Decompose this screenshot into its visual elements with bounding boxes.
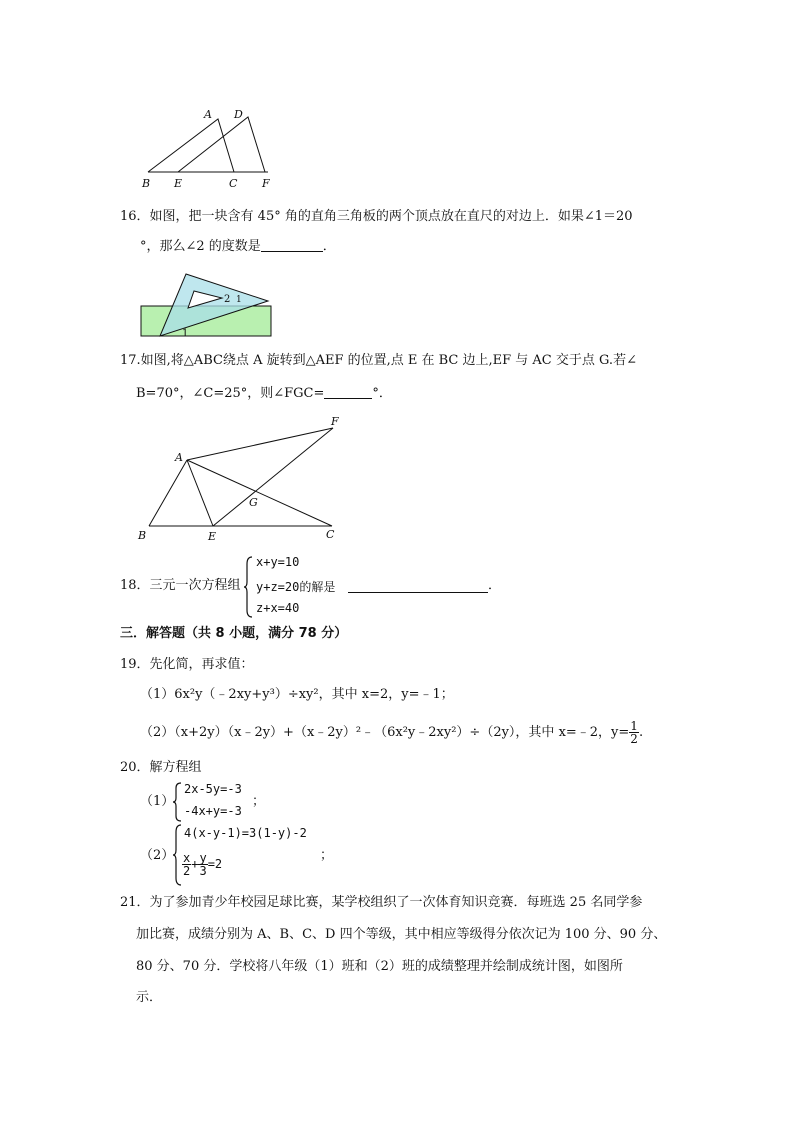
q20-frac-3: 3 <box>199 864 207 878</box>
q20-part2-eq1: 4(x-y-1)=3(1-y)-2 <box>184 826 307 840</box>
fig15-label-d: D <box>234 108 243 121</box>
fig15-label-b: B <box>142 177 151 190</box>
fig16-label-1a: 1 <box>236 295 242 305</box>
fig15-label-f: F <box>262 177 270 190</box>
q20-part2-end: ； <box>320 848 334 863</box>
q19-head: 19．先化简，再求值： <box>120 657 254 672</box>
q18-prefix: 18．三元一次方程组 <box>120 578 241 593</box>
fig16-label-2: 2 <box>224 294 231 305</box>
q17-answer-blank[interactable] <box>324 384 372 399</box>
q20-frac-y-over-3 <box>198 852 207 877</box>
q16-line2-text: °，那么∠2 的度数是 <box>140 239 261 254</box>
fig16-label-1b: 1 <box>182 328 189 339</box>
q18-eq2: y+z=20的解是 <box>256 580 336 594</box>
q20-part1-end: ； <box>252 794 266 809</box>
q21-line2: 加比赛，成绩分别为 A、B、C、D 四个等级，其中相应等级得分依次记为 100 分、90 分、 <box>136 927 667 942</box>
q20-part2-brace <box>172 824 182 890</box>
q19-part2-text: （2）（x+2y）（x﹣2y）+（x﹣2y）²﹣（6x²y﹣2xy²）÷（2y），其中 x=﹣2，y= <box>140 725 630 740</box>
q20-rhs: =2 <box>207 857 223 871</box>
fig17-label-a: A <box>175 451 183 464</box>
q21-line4: 示． <box>136 990 163 1005</box>
q20-frac-x: x <box>183 851 191 865</box>
q18-suffix: ． <box>488 578 502 593</box>
q20-head: 20．解方程组 <box>120 760 202 775</box>
q20-part1-eq1: 2x-5y=-3 <box>184 782 242 796</box>
figure-q16-ruler-triangle <box>138 270 274 340</box>
fig15-label-a: A <box>204 108 212 121</box>
fig17-label-e: E <box>208 530 217 543</box>
q19-frac-den: 2 <box>630 732 638 746</box>
q18-answer-blank[interactable] <box>348 578 488 593</box>
figure-q15-triangles <box>138 104 278 194</box>
q17-line2-end: °． <box>372 386 392 401</box>
q16-line2-end: ． <box>322 239 336 254</box>
q19-part2 <box>140 720 643 745</box>
fig17-label-c: C <box>326 528 335 541</box>
q20-part1-eq2: -4x+y=-3 <box>184 804 242 818</box>
q20-part2-label: （2） <box>140 848 175 863</box>
q19-part1: （1）6x²y（﹣2xy+y³）÷xy²，其中 x=2，y=﹣1； <box>140 687 454 702</box>
fig17-label-f: F <box>331 415 339 428</box>
q20-part1-label: （1） <box>140 794 175 809</box>
q21-line3: 80 分、70 分．学校将八年级（1）班和（2）班的成绩整理并绘制成统计图，如图所 <box>136 959 623 974</box>
q17-line2-text: B=70°，∠C=25°，则∠FGC= <box>136 386 325 401</box>
q20-frac-y: y <box>199 851 207 865</box>
q17-line2 <box>136 384 392 404</box>
figure-q17-rotation <box>135 414 345 544</box>
q19-fraction-half <box>629 720 639 745</box>
q20-frac-x-over-2 <box>182 852 191 877</box>
q21-line1: 21．为了参加青少年校园足球比赛，某学校组织了一次体育知识竞赛．每班选 25 名同学参 <box>120 895 643 910</box>
q19-part2-end: . <box>638 725 644 740</box>
q18-eq3: z+x=40 <box>256 601 300 615</box>
fig17-label-b: B <box>138 529 147 542</box>
fig15-label-e: E <box>174 177 183 190</box>
q18-eq1: x+y=10 <box>256 555 300 569</box>
q16-answer-blank[interactable] <box>261 237 323 252</box>
q20-plus: + <box>191 857 199 871</box>
fig15-label-c: C <box>229 177 238 190</box>
q20-part1-brace <box>172 782 182 826</box>
q20-part2-eq2 <box>182 852 222 877</box>
q16-line2 <box>140 237 336 257</box>
q16-line1: 16．如图，把一块含有 45° 角的直角三角板的两个顶点放在直尺的对边上．如果∠1＝20 <box>120 209 633 224</box>
q18-brace <box>243 556 253 622</box>
q19-frac-num: 1 <box>630 719 638 733</box>
q17-line1: 17.如图,将△ABC绕点 A 旋转到△AEF 的位置,点 E 在 BC 边上,EF 与 AC 交于点 G.若∠ <box>120 353 637 368</box>
section3-title: 三．解答题（共 8 小题，满分 78 分） <box>120 626 348 641</box>
fig17-label-g: G <box>249 496 258 509</box>
q20-frac-2: 2 <box>183 864 191 878</box>
